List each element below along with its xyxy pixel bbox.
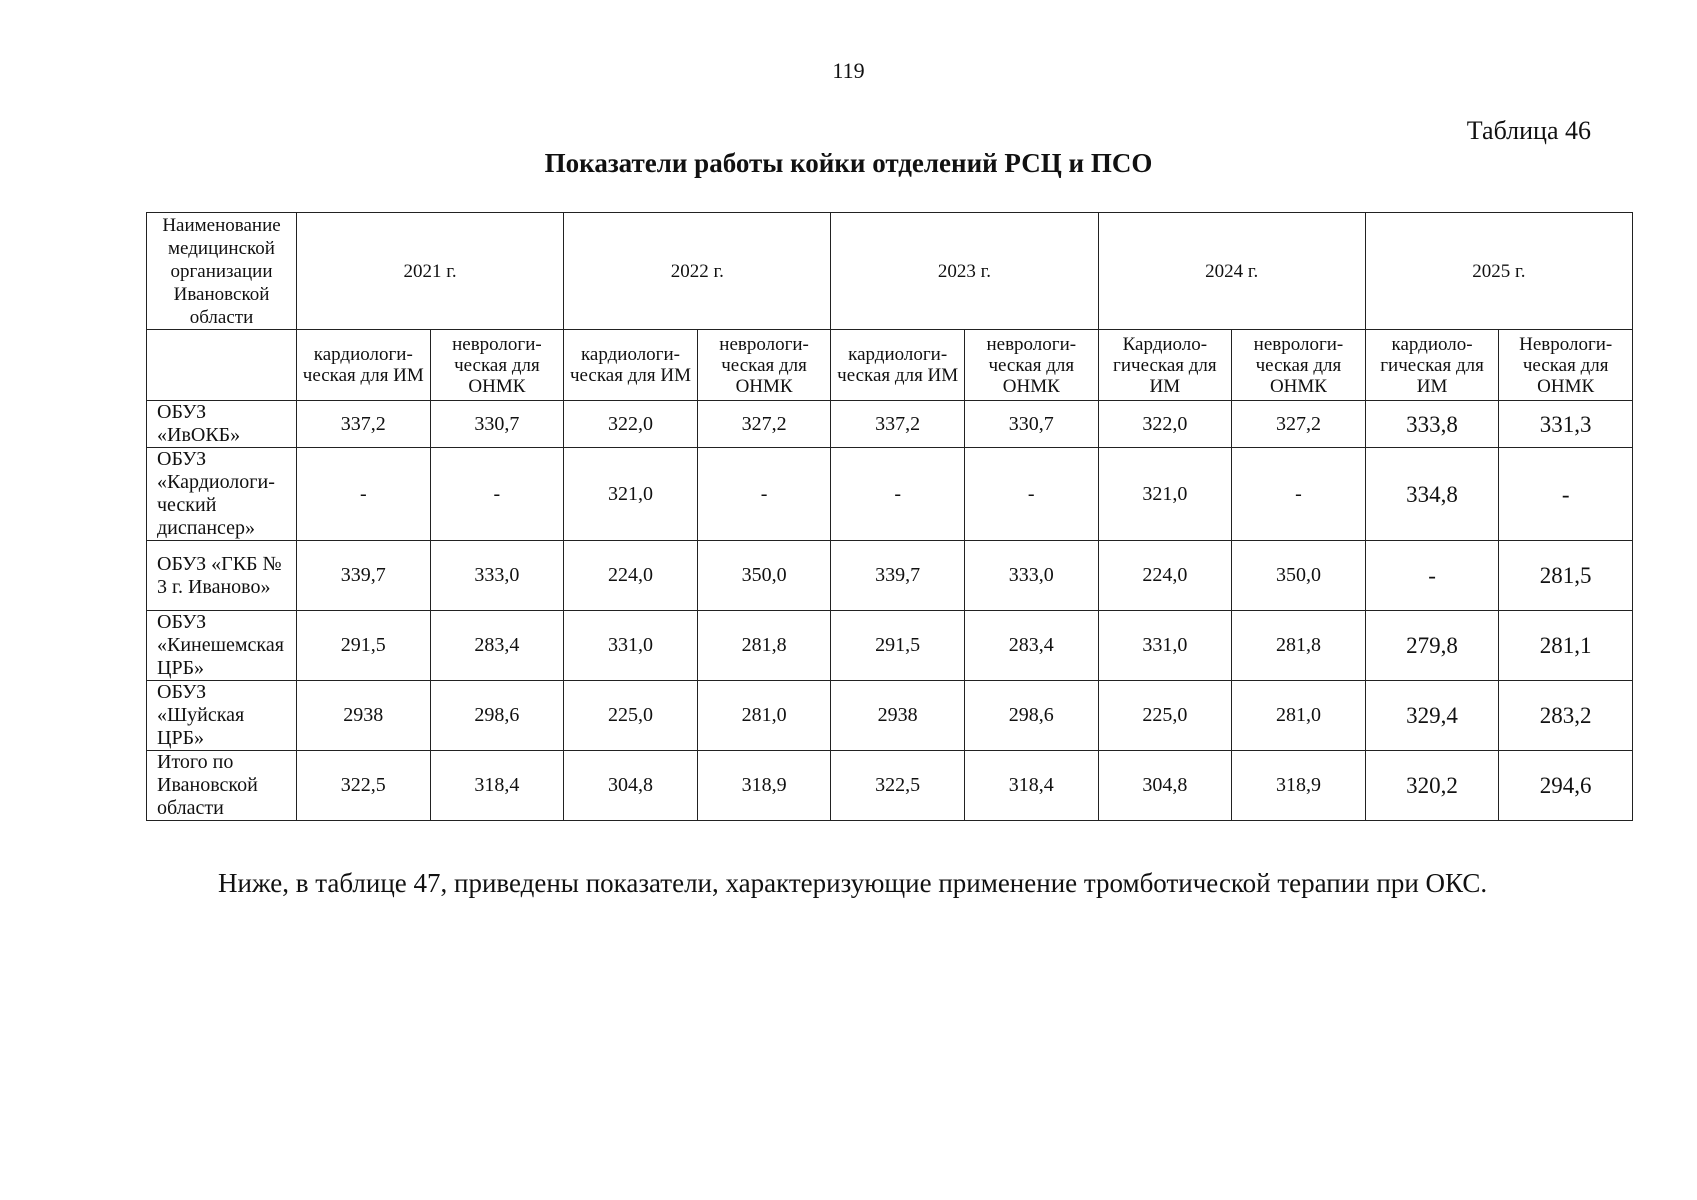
row-name: ОБУЗ «Кинешемская ЦРБ»	[147, 611, 297, 681]
year-header-2021: 2021 г.	[297, 213, 564, 330]
subheader-cell: Кардиоло-гическая для ИМ	[1098, 330, 1232, 401]
table-cell: 330,7	[430, 401, 564, 448]
table-cell: 225,0	[1098, 681, 1232, 751]
subheader-empty	[147, 330, 297, 401]
table-cell: 225,0	[564, 681, 698, 751]
table-cell: 337,2	[831, 401, 965, 448]
table-cell: 321,0	[564, 448, 698, 541]
table-cell: 339,7	[297, 541, 431, 611]
data-table	[146, 212, 1633, 821]
row-name: ОБУЗ «ИвОКБ»	[147, 401, 297, 448]
table-row	[147, 541, 1633, 611]
footer-paragraph: Ниже, в таблице 47, приведены показатели, характеризующие применение тромботической терапии при ОКС.	[218, 868, 1488, 898]
subheader-cell: Неврологи-ческая для ОНМК	[1499, 330, 1633, 401]
subheader-cell: неврологи-ческая для ОНМК	[964, 330, 1098, 401]
subheader-cell: кардиоло-гическая для ИМ	[1365, 330, 1499, 401]
table-row	[147, 401, 1633, 448]
table-cell: 337,2	[297, 401, 431, 448]
table-cell: -	[1232, 448, 1366, 541]
table-cell: 318,4	[964, 751, 1098, 821]
table-cell: -	[1365, 541, 1499, 611]
table-row	[147, 611, 1633, 681]
table-cell: -	[1499, 448, 1633, 541]
table-caption: Таблица 46	[1466, 116, 1591, 145]
table-cell: -	[831, 448, 965, 541]
table-cell: 294,6	[1499, 751, 1633, 821]
subheader-row	[147, 330, 1633, 401]
table-cell: 283,2	[1499, 681, 1633, 751]
table-cell: 331,0	[1098, 611, 1232, 681]
row-name: ОБУЗ «Шуйская ЦРБ»	[147, 681, 297, 751]
table-cell: 334,8	[1365, 448, 1499, 541]
table-cell: 322,0	[1098, 401, 1232, 448]
table-cell: 322,0	[564, 401, 698, 448]
table-cell: 321,0	[1098, 448, 1232, 541]
table-cell: 327,2	[697, 401, 831, 448]
table-cell: 304,8	[564, 751, 698, 821]
table-cell: 331,3	[1499, 401, 1633, 448]
table-cell: 224,0	[1098, 541, 1232, 611]
table-row	[147, 681, 1633, 751]
table-cell: 318,9	[697, 751, 831, 821]
row-name: Итого по Ивановской области	[147, 751, 297, 821]
table-cell: 224,0	[564, 541, 698, 611]
table-cell: 329,4	[1365, 681, 1499, 751]
table-cell: 281,8	[697, 611, 831, 681]
table-cell: 283,4	[430, 611, 564, 681]
table-cell: 298,6	[964, 681, 1098, 751]
table-cell: 330,7	[964, 401, 1098, 448]
year-header-row	[147, 213, 1633, 330]
table-cell: 283,4	[964, 611, 1098, 681]
table-cell: 281,8	[1232, 611, 1366, 681]
table-cell: 333,0	[430, 541, 564, 611]
name-column-header: Наименование медицинской организации Ивановской области	[147, 213, 297, 330]
table-cell: 291,5	[297, 611, 431, 681]
table-cell: 322,5	[297, 751, 431, 821]
table-cell: -	[964, 448, 1098, 541]
table-cell: 350,0	[697, 541, 831, 611]
table-cell: 281,5	[1499, 541, 1633, 611]
table-cell: 331,0	[564, 611, 698, 681]
row-name: ОБУЗ «ГКБ № 3 г. Иваново»	[147, 541, 297, 611]
subheader-cell: кардиологи-ческая для ИМ	[831, 330, 965, 401]
table-title: Показатели работы койки отделений РСЦ и ПСО	[544, 148, 1153, 178]
subheader-cell: неврологи-ческая для ОНМК	[697, 330, 831, 401]
table-cell: 333,8	[1365, 401, 1499, 448]
table-cell: 333,0	[964, 541, 1098, 611]
table-cell: 322,5	[831, 751, 965, 821]
table-cell: 327,2	[1232, 401, 1366, 448]
table-cell: -	[430, 448, 564, 541]
subheader-cell: неврологи-ческая для ОНМК	[430, 330, 564, 401]
table-cell: 281,1	[1499, 611, 1633, 681]
row-name: ОБУЗ «Кардиологи-ческий диспансер»	[147, 448, 297, 541]
page-number: 119	[832, 58, 865, 83]
year-header-2024: 2024 г.	[1098, 213, 1365, 330]
table-cell: 318,4	[430, 751, 564, 821]
subheader-cell: кардиологи-ческая для ИМ	[297, 330, 431, 401]
table-row	[147, 448, 1633, 541]
year-header-2022: 2022 г.	[564, 213, 831, 330]
table-cell: 291,5	[831, 611, 965, 681]
table-cell: 298,6	[430, 681, 564, 751]
table-cell: 279,8	[1365, 611, 1499, 681]
year-header-2023: 2023 г.	[831, 213, 1098, 330]
table-cell: -	[297, 448, 431, 541]
table-cell: 320,2	[1365, 751, 1499, 821]
table-cell: 304,8	[1098, 751, 1232, 821]
subheader-cell: кардиологи-ческая для ИМ	[564, 330, 698, 401]
table-cell: 281,0	[1232, 681, 1366, 751]
table-cell: 350,0	[1232, 541, 1366, 611]
table-cell: 2938	[297, 681, 431, 751]
subheader-cell: неврологи-ческая для ОНМК	[1232, 330, 1366, 401]
table-cell: 2938	[831, 681, 965, 751]
table-cell: -	[697, 448, 831, 541]
table-row-total	[147, 751, 1633, 821]
year-header-2025: 2025 г.	[1365, 213, 1632, 330]
table-cell: 281,0	[697, 681, 831, 751]
table-cell: 339,7	[831, 541, 965, 611]
table-cell: 318,9	[1232, 751, 1366, 821]
